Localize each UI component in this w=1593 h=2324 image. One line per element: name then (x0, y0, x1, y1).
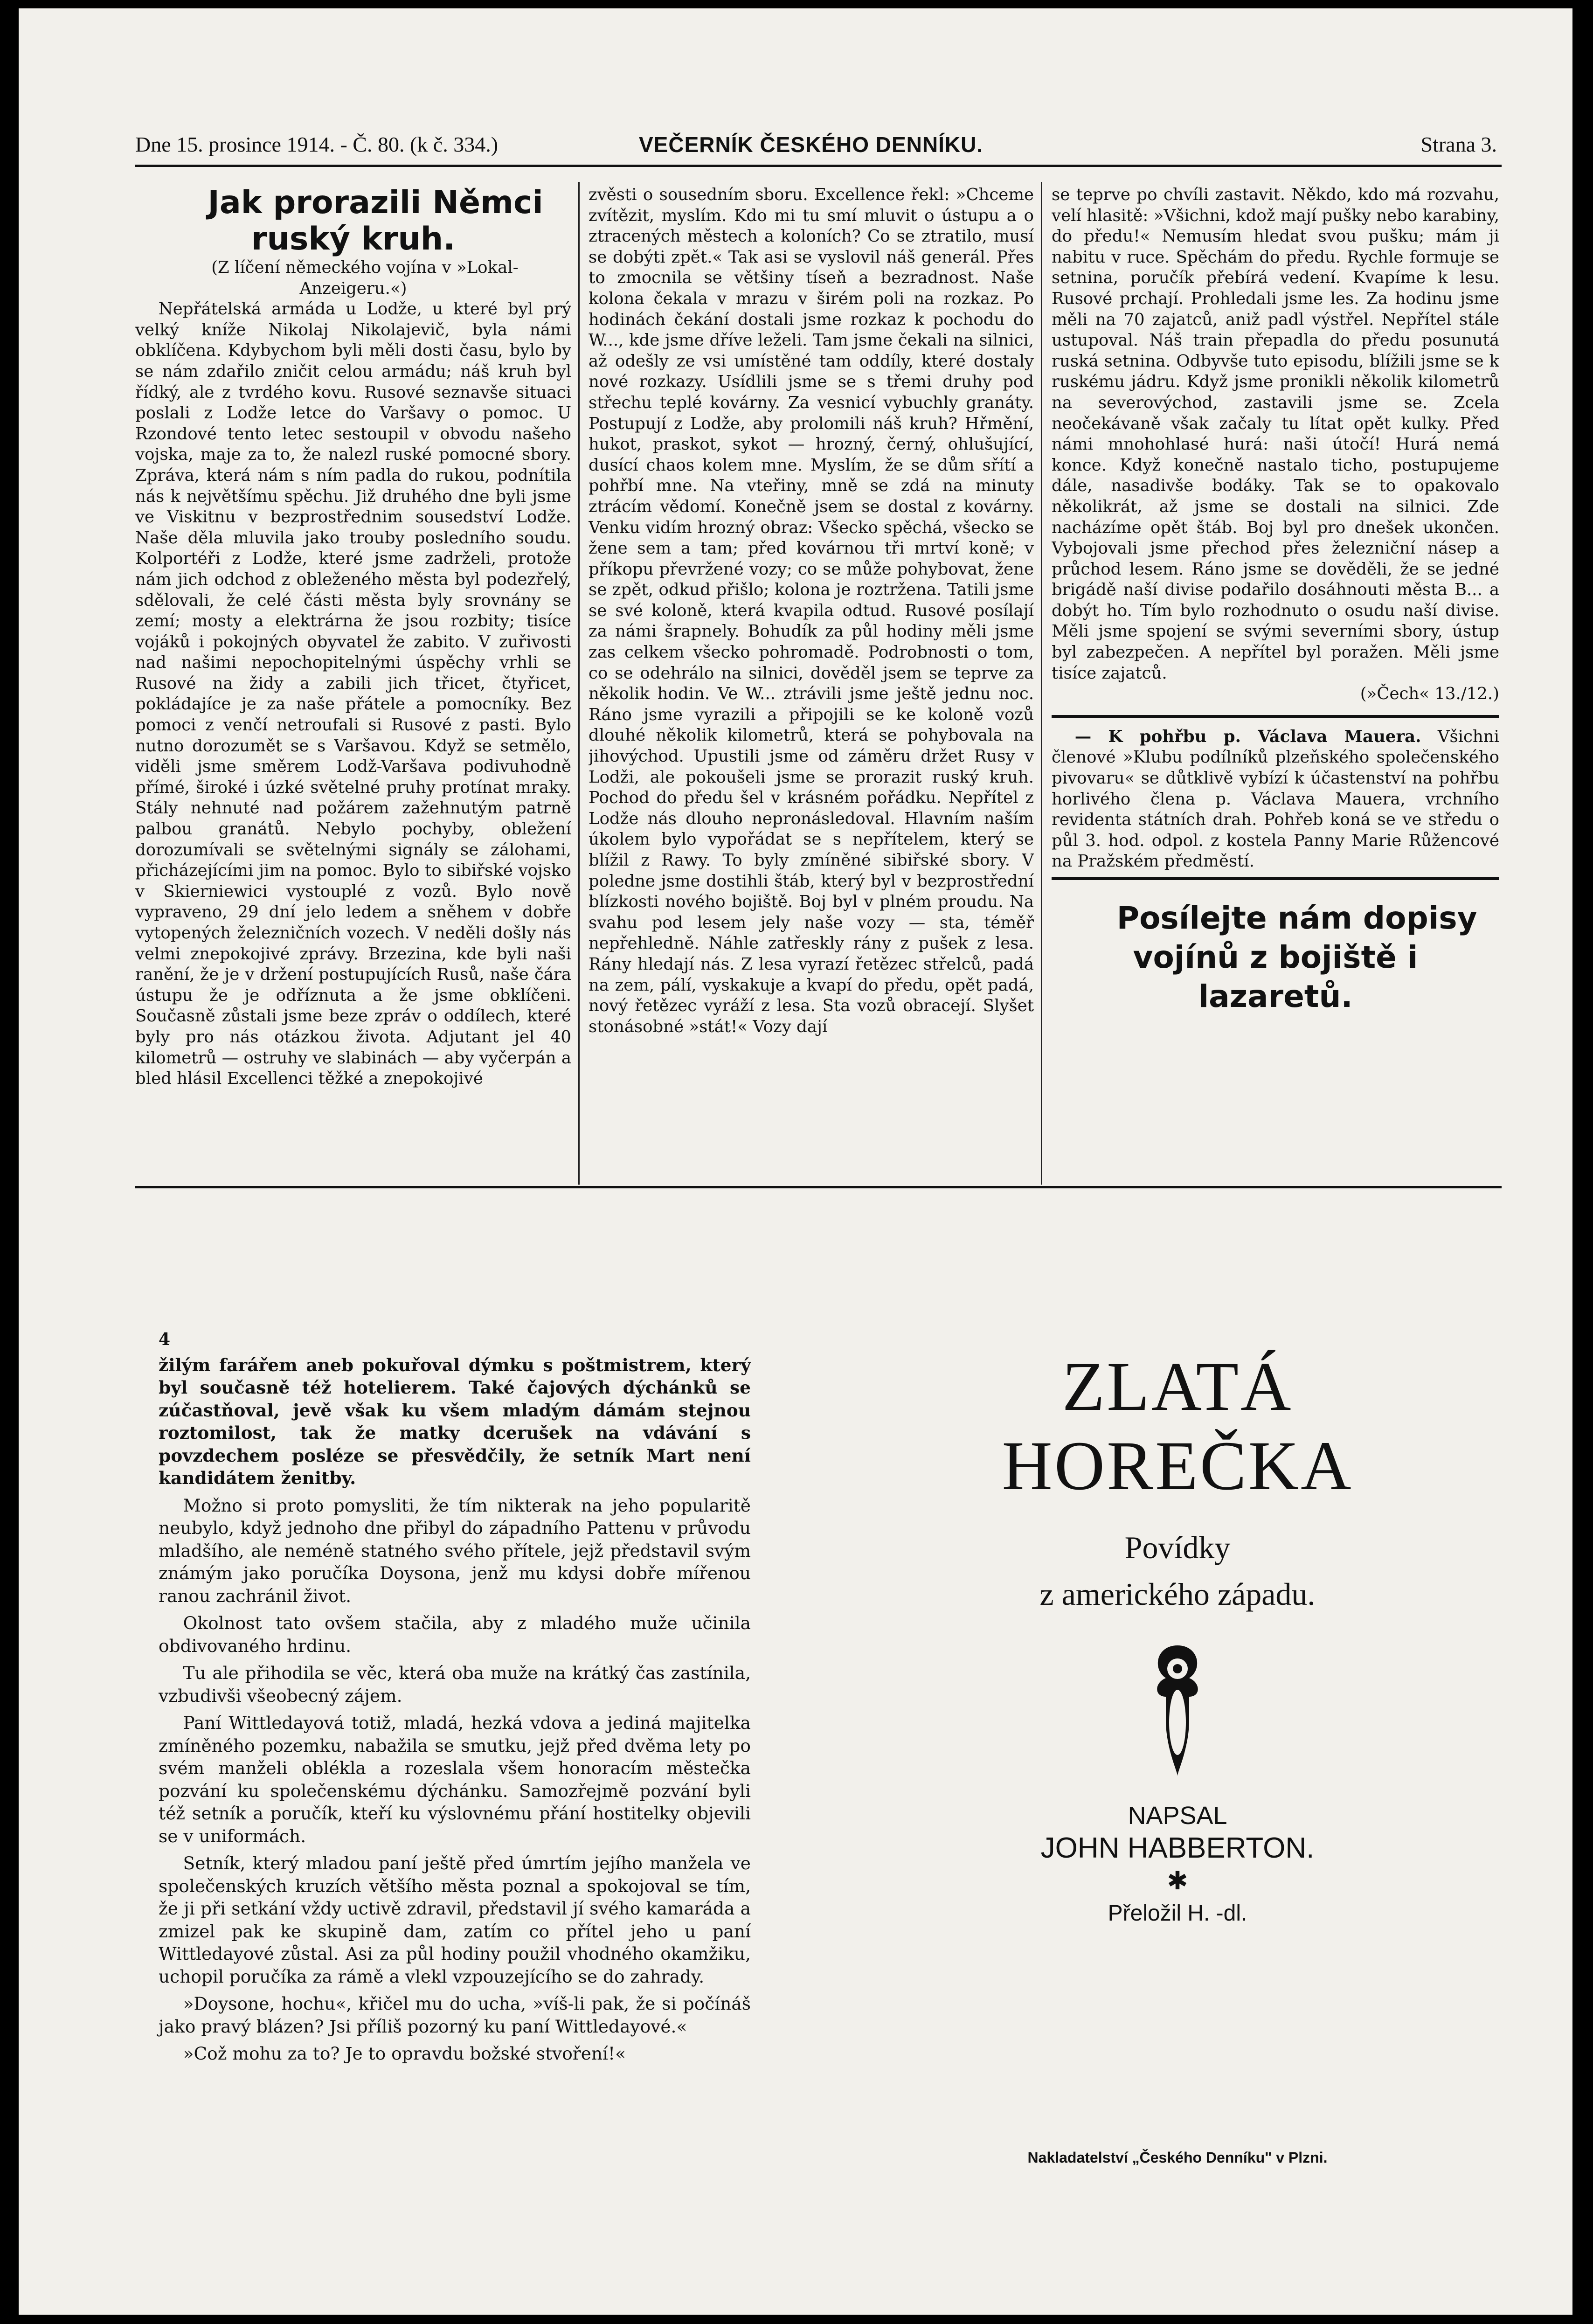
article-subtitle: (Z líčení německého vojína v »Lokal-Anzeigeru.«) (211, 258, 519, 298)
ad-subtitle-1: Povídky (1124, 1530, 1231, 1565)
ad-publisher: Nakladatelství „Českého Denníku" v Plzni. (1027, 2149, 1328, 2166)
notice-rule (1052, 705, 1499, 718)
article-column-2 (589, 185, 1034, 1183)
notice-text: Všichni členové »Klubu podílníků plzeňského společenského pivovaru« se důtklivě vybízí k účastenství na pohřbu horlivého člena p. Václava Mauera, vrchního revidenta státních drah. Pohřeb koná se ve středu o půl 3. hod. odpol. z kostela Panny Marie Růžencové na Pražském předměstí. (1052, 727, 1499, 871)
article-source: (»Čech« 13./12.) (1360, 684, 1499, 704)
article-column-3 (1052, 185, 1499, 1183)
book-advertisement (895, 1347, 1460, 2166)
header-rule (135, 165, 1502, 167)
article-col3-text: se teprve po chvíli zastavit. Někdo, kdo má rozvahu, velí hlasitě: »Všichni, kdož mají pušky nebo karabiny, do předu!« Nemusím hledat svou pušku; mám ji nabitu v ruce. Spěchám do předu. Rychle formuje se setnina, poručík přebírá vedení. Kvapíme k lesu. Rusové prchají. Prohledali jsme les. Za hodinu jsme měli na 70 zajatců, aniž padl výstřel. Nepřítel stále ustupoval. Náš train přepadla do předu posunutá ruská setnina. Odbyvše tuto episodu, blížili jsme se k ruskému jádru. Když jsme pronikli několik kilometrů na severovýchod, zastavili jsme se. Zcela neočekávaně však začaly tu lítat opět kulky. Před námi mnohohlasé hurá: naši útočí! Hurá nemá konce. Když konečně nastalo ticho, postupujeme dále, nasadivše bodáky. Tak se to opakovalo několikrát, až jsme se dostali na silnici. Zde nacházíme opět štáb. Boj byl pro dnešek ukončen. Vybojovali jsme přechod přes železniční násep a průchod lesem. Ráno jsme se dověděli, že se jedné brigádě naší divise podařilo dosáhnouti města B... a dobýt ho. Tím bylo rozhodnuto o osudu naší divise. Měli jsme spojení se svými severními sbory, ústup byl zabezpečen. A nepřítel byl poražen. Měli jsme tisíce zajatců. (1052, 185, 1499, 683)
header-paper-name: VEČERNÍK ČESKÉHO DENNÍKU. (639, 132, 984, 157)
column-divider-1 (578, 182, 580, 1185)
header-page-number: Strana 3. (1420, 132, 1497, 156)
serial-paragraph: Okolnost tato ovšem stačila, aby z mladého muže učinila obdivovaného hrdinu. (159, 1613, 751, 1656)
star-icon: ✱ (1167, 1867, 1188, 1895)
serial-paragraph: Paní Wittledayová totiž, mladá, hezká vdova a jediná majitelka zmíněného pozemku, nabažila se smutku, jejž před dvěma lety po svém manželi oblékla a rozeslala všem honoracím městečka pozvání ku společenskému dýchánku. Samozřejmě pozvání byli též setník a poručík, kteří ku výslovnému přání hostitelky objevili se v uniformách. (159, 1713, 751, 1846)
section-rule (135, 1186, 1502, 1188)
ad-subtitle-2: z amerického západu. (1039, 1576, 1316, 1612)
article-col2-text: zvěsti o sousedním sboru. Excellence řekl: »Chceme zvítězit, myslím. Kdo mi tu smí mluvit o ústupu a o ztracených městech a koloních? Co se ztratilo, musí se dobýti zpět.« Tak asi se vyslovil náš generál. Přes to zmocnila se většiny tíseň a bezradnost. Naše kolona čekala v mrazu v širém poli na rozkaz. Po hodinách čekání dostali jsme rozkaz k pochodu do W..., kde jsme dříve leželi. Tam jsme čekali na silnici, až odešly ze vsi umístěné tam oddíly, které dostaly nové rozkazy. Usídlili jsme se s třemi druhy pod střechu teplé kovárny. Za vesnicí vybuchly granáty. Postupují z Lodže, aby prolomili náš kruh? Hřmění, hukot, praskot, sykot — hrozný, černý, ohlušující, dusící chaos kolem mne. Myslím, že se dům sřítí a pohřbí mne. Na vteřiny, mně se zdá na minuty ztrácím vědomí. Konečně jsem se dostal z kovárny. Venku vidím hrozný obraz: Všecko spěchá, všecko se žene sem a tam; před kovárnou tři mrtví koně; v příkopu převržené vozy; co se může pohybovat, žene se zpět, odkud přišlo; kolona je roztržena. Tatili jsme se své koloně, která kvapila odtud. Rusové posílají za námi šrapnely. Bohudík za půl hodiny měli jsme zas celkem všecko pohromadě. Podrobnosti o tom, co se odehrálo na silnici, dověděl jsem se teprve za několik hodin. Ve W... ztrávili jsme ještě jednu noc. Ráno jsme vyrazili a připojili se ke koloně vozů dlouhé několik kilometrů, která se pohybovala na jihovýchod. Upustili jsme od záměru držet Rusy v Lodži, ale pokoušeli jsme se prorazit ruský kruh. Pochod do předu šel v krásném pořádku. Nepřítel z Lodže nás dlouho nepronásledoval. Hlavním naším úkolem bylo vypořádat se s nepřítelem, který se blížil z Rawy. To byly zmíněné sibiřské sbory. V poledne jsme dostihli štáb, který byl v bezprostřední blízkosti nového bojiště. Boj byl v plném proudu. Na svahu pod lesem jely naše vozy — sta, téměř nepřehledně. Náhle zatřeskly rány z pušek z lesa. Rány hledají nás. Z lesa vyrazí řetězec střelců, padá na zem, pálí, vyskakuje a kvapí do předu, opět padá, nový řetězec vyráží z lesa. Sta vozů obracejí. Slyšet stonásobné »stát!« Vozy dají (589, 185, 1034, 1036)
callout-rule (1052, 872, 1499, 880)
ad-author-label: NAPSAL (1128, 1802, 1227, 1830)
page-header (135, 132, 1497, 160)
serial-paragraph: »Doysone, hochu«, křičel mu do ucha, »víš-li pak, že si počínáš jako pravý blázen? Jsi příliš pozorný ku paní Wittledayové.« (159, 1993, 751, 2037)
article-col1-text: Nepřátelská armáda u Lodže, u které byl prý velký kníže Nikolaj Nikolajevič, byla námi obklíčena. Kdybychom byli měli dosti času, bylo by se nám zdařilo zničit celou armádu; náš kruh byl řídký, ale z tvrdého kovu. Rusové seznavše situaci poslali z Lodže letce do Varšavy o pomoc. U Rzondové tento letec sestoupil v obvodu našeho vojska, maje za to, že nalezl ruské pomocné sbory. Zpráva, která nám s ním padla do rukou, podnítila nás k největšímu spěchu. Již druhého dne byli jsme ve Viskitnu v bezprostřednim sousedství Lodže. Naše děla mluvila jako trouby posledního soudu. Kolportéři z Lodže, které jsme zadrželi, protože nám jich odchod z obleženého města byl podezřelý, sdělovali, že celé části města byly srovnány se zemí; mosty a elektrárna že jsou rozbity; tisíce vojáků i pokojných obyvatel že zabito. V zuřivosti nad našimi nepochopitelnými úspěchy vrhli se Rusové na židy a zabili jich třicet, čtyřicet, pokládajíce je za naše přátele a pomocníky. Bez pomoci z venčí netroufali si Rusové z pasti. Bylo nutno dorozumět se s Varšavou. Když se setmělo, viděli jsme směrem Lodž-Varšava podivuhodně přímé, široké i úzké světelné pruhy protínat mraky. Stály nehnuté nad požárem zažehnutým patrně palbou granátů. Nebylo pochyby, obležení dorozumívali se světelnými signály se zálohami, přicházejícími jim na pomoc. Bylo to sibiřské vojsko v Skierniewici vystouplé z vozů. Bylo nově vypraveno, 29 dní jelo ledem a sněhem v dobře vytopených železničních vozech. V neděli došly nás velmi znepokojivé zprávy. Brzezina, kde byli naši ranění, že je v držení postupujících Rusů, naše čára ústupu že je odříznuta a že jsme obklíčeni. Současně zůstali jsme beze zpráv o oddílech, které byly pro nás otázkou života. Adjutant jel 40 kilometrů — ostruhy ve slabinách — aby vyčerpán a bled hlásil Excellenci těžké a znepokojivé (135, 299, 571, 1089)
serial-paragraph: Setník, který mladou paní ještě před úmrtím jejího manžela ve společenských kruzích většího města poznal a spokojoval se tím, že ji při setkání vždy uctivě zdravil, představil jí svého kamaráda a zmizel pak ke skupině dam, zatím co přítel jeho u paní Wittledayové zůstal. Asi za půl hodiny použil vhodného okamžiku, uchopil poručíka za rámě a vlekl vzpouzejícího se do zahrady. (159, 1853, 751, 1987)
serial-paragraph: »Což mohu za to? Je to opravdu božské stvoření!« (183, 2043, 626, 2064)
ad-translator: Přeložil H. -dl. (1108, 1901, 1247, 1926)
notice-heading: — K pohřbu p. Václava Mauera. (1074, 727, 1421, 746)
header-date: Dne 15. prosince 1914. - Č. 80. (k č. 334.) (135, 132, 499, 156)
serial-paragraph: Možno si proto pomysliti, že tím nikterak na jeho popularitě neubylo, když jednoho dne přibyl do západního Pattenu v průvodu mladšího, ale neméně statného svého přítele, jejž představil svým známým jako poručíka Doysona, jenž mu kdysi dobře mířenou ranou zachránil život. (159, 1495, 751, 1606)
serial-paragraph: Tu ale přihodila se věc, která oba muže na krátký čas zastínila, vzbudivši všeobecný zájem. (159, 1663, 751, 1706)
article-column-1 (135, 185, 571, 1183)
column-divider-2 (1041, 182, 1042, 1185)
newspaper-page (19, 8, 1572, 2315)
serial-story (159, 1330, 751, 2070)
serial-paragraph: žilým farářem aneb pokuřoval dýmku s poštmistrem, který byl současně též hotelierem. Také čajových dýchánků se zúčastňoval, jevě však ku všem mladým dámám stejnou roztomilost, tak že matky dcerušek na vdávání s povzdechem posléze se přesvědčily, že setník Mart není kandidátem ženitby. (159, 1354, 751, 1488)
ornament-icon (1138, 1641, 1217, 1781)
ad-author: JOHN HABBERTON. (1040, 1832, 1315, 1864)
ad-title: ZLATÁ HOREČKA (1002, 1348, 1353, 1505)
callout-text: Posílejte nám dopisy vojínů z bojiště i lazaretů. (1116, 900, 1477, 1014)
serial-marker: 4 (159, 1330, 171, 1349)
article-title: Jak prorazili Němci ruský kruh. (208, 185, 543, 257)
notice-block (1052, 727, 1499, 872)
